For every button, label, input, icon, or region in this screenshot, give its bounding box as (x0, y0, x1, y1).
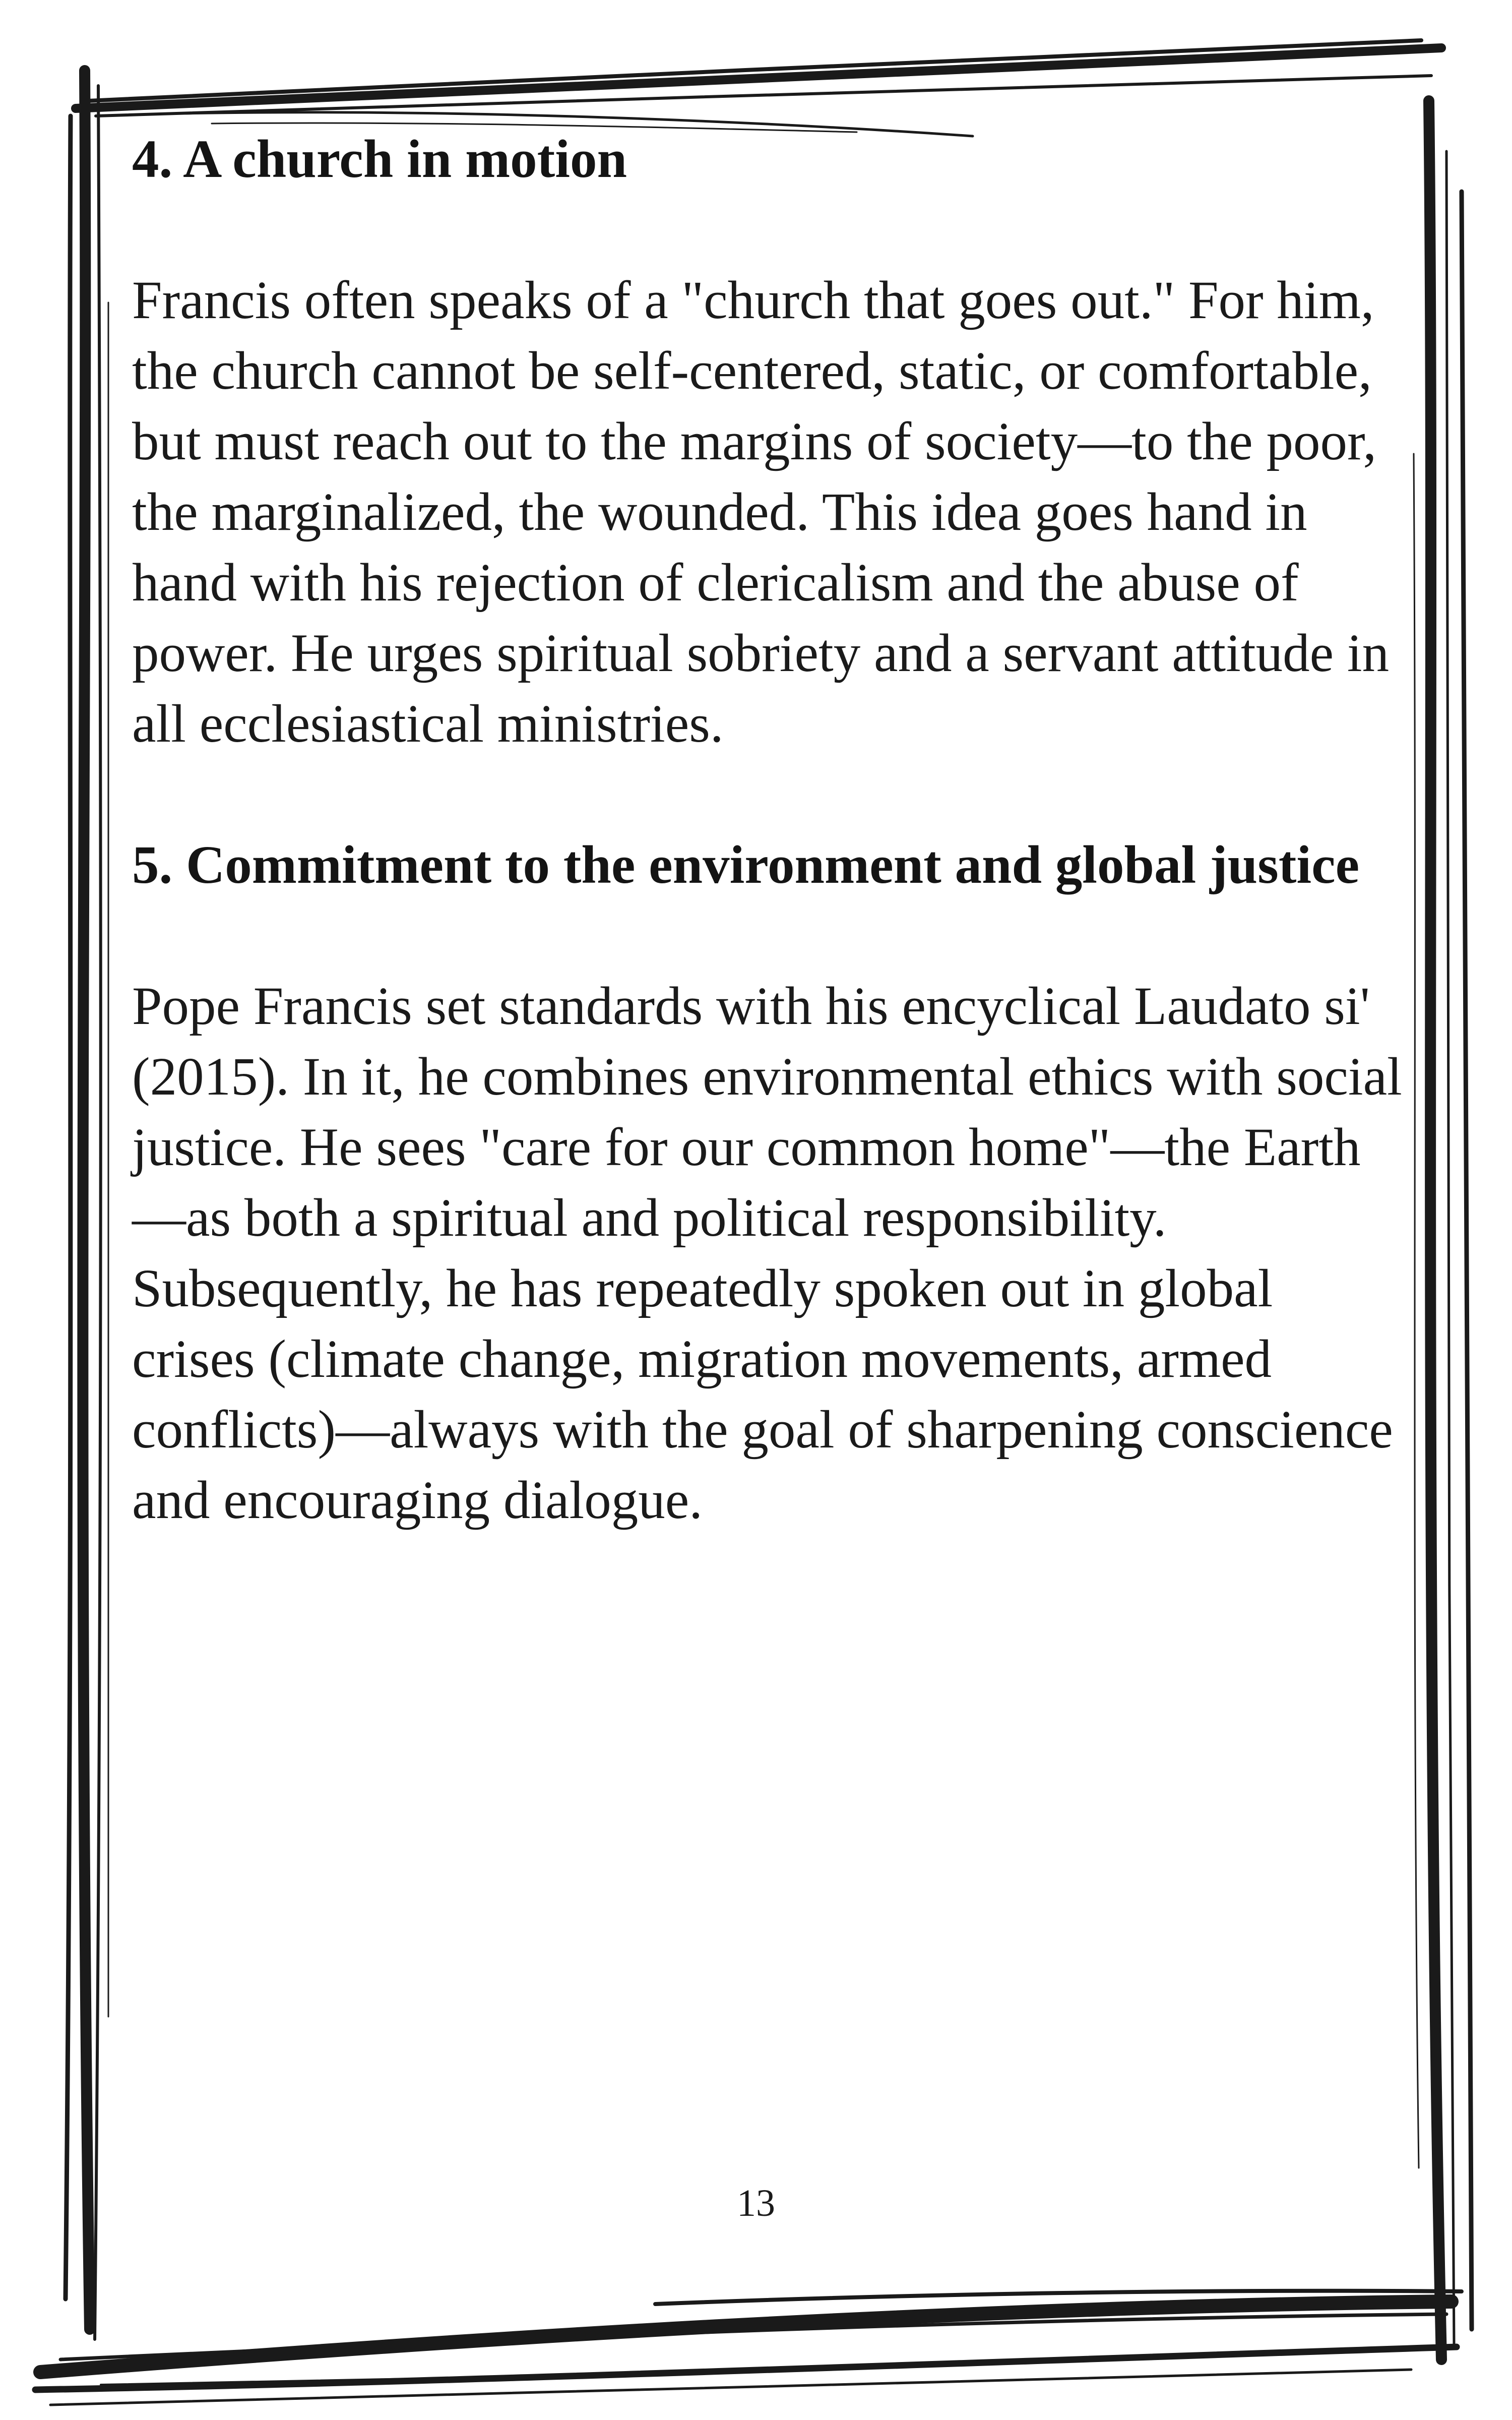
page-content (132, 124, 1402, 1536)
section-paragraph: Pope Francis set standards with his encyclical Laudato si' (2015). In it, he combines environmental ethics with social justice. He sees "care for our common home"—the Earth—as both a spiritual and political responsibility. Subsequently, he has repeatedly spoken out in global crises (climate change, migration movements, armed conflicts)—always with the goal of sharpening conscience and encouraging dialogue. (132, 977, 1402, 1530)
section-heading: 5. Commitment to the environment and global justice (132, 835, 1360, 895)
section-paragraph: Francis often speaks of a "church that goes out." For him, the church cannot be self-centered, static, or comfortable, but must reach out to the margins of society—to the poor, the marginalized, the wounded. This idea goes hand in hand with his rejection of clericalism and the abuse of power. He urges spiritual sobriety and a servant attitude in all ecclesiastical ministries. (132, 271, 1390, 754)
page-number: 13 (737, 2182, 775, 2224)
section-heading: 4. A church in motion (132, 130, 627, 189)
